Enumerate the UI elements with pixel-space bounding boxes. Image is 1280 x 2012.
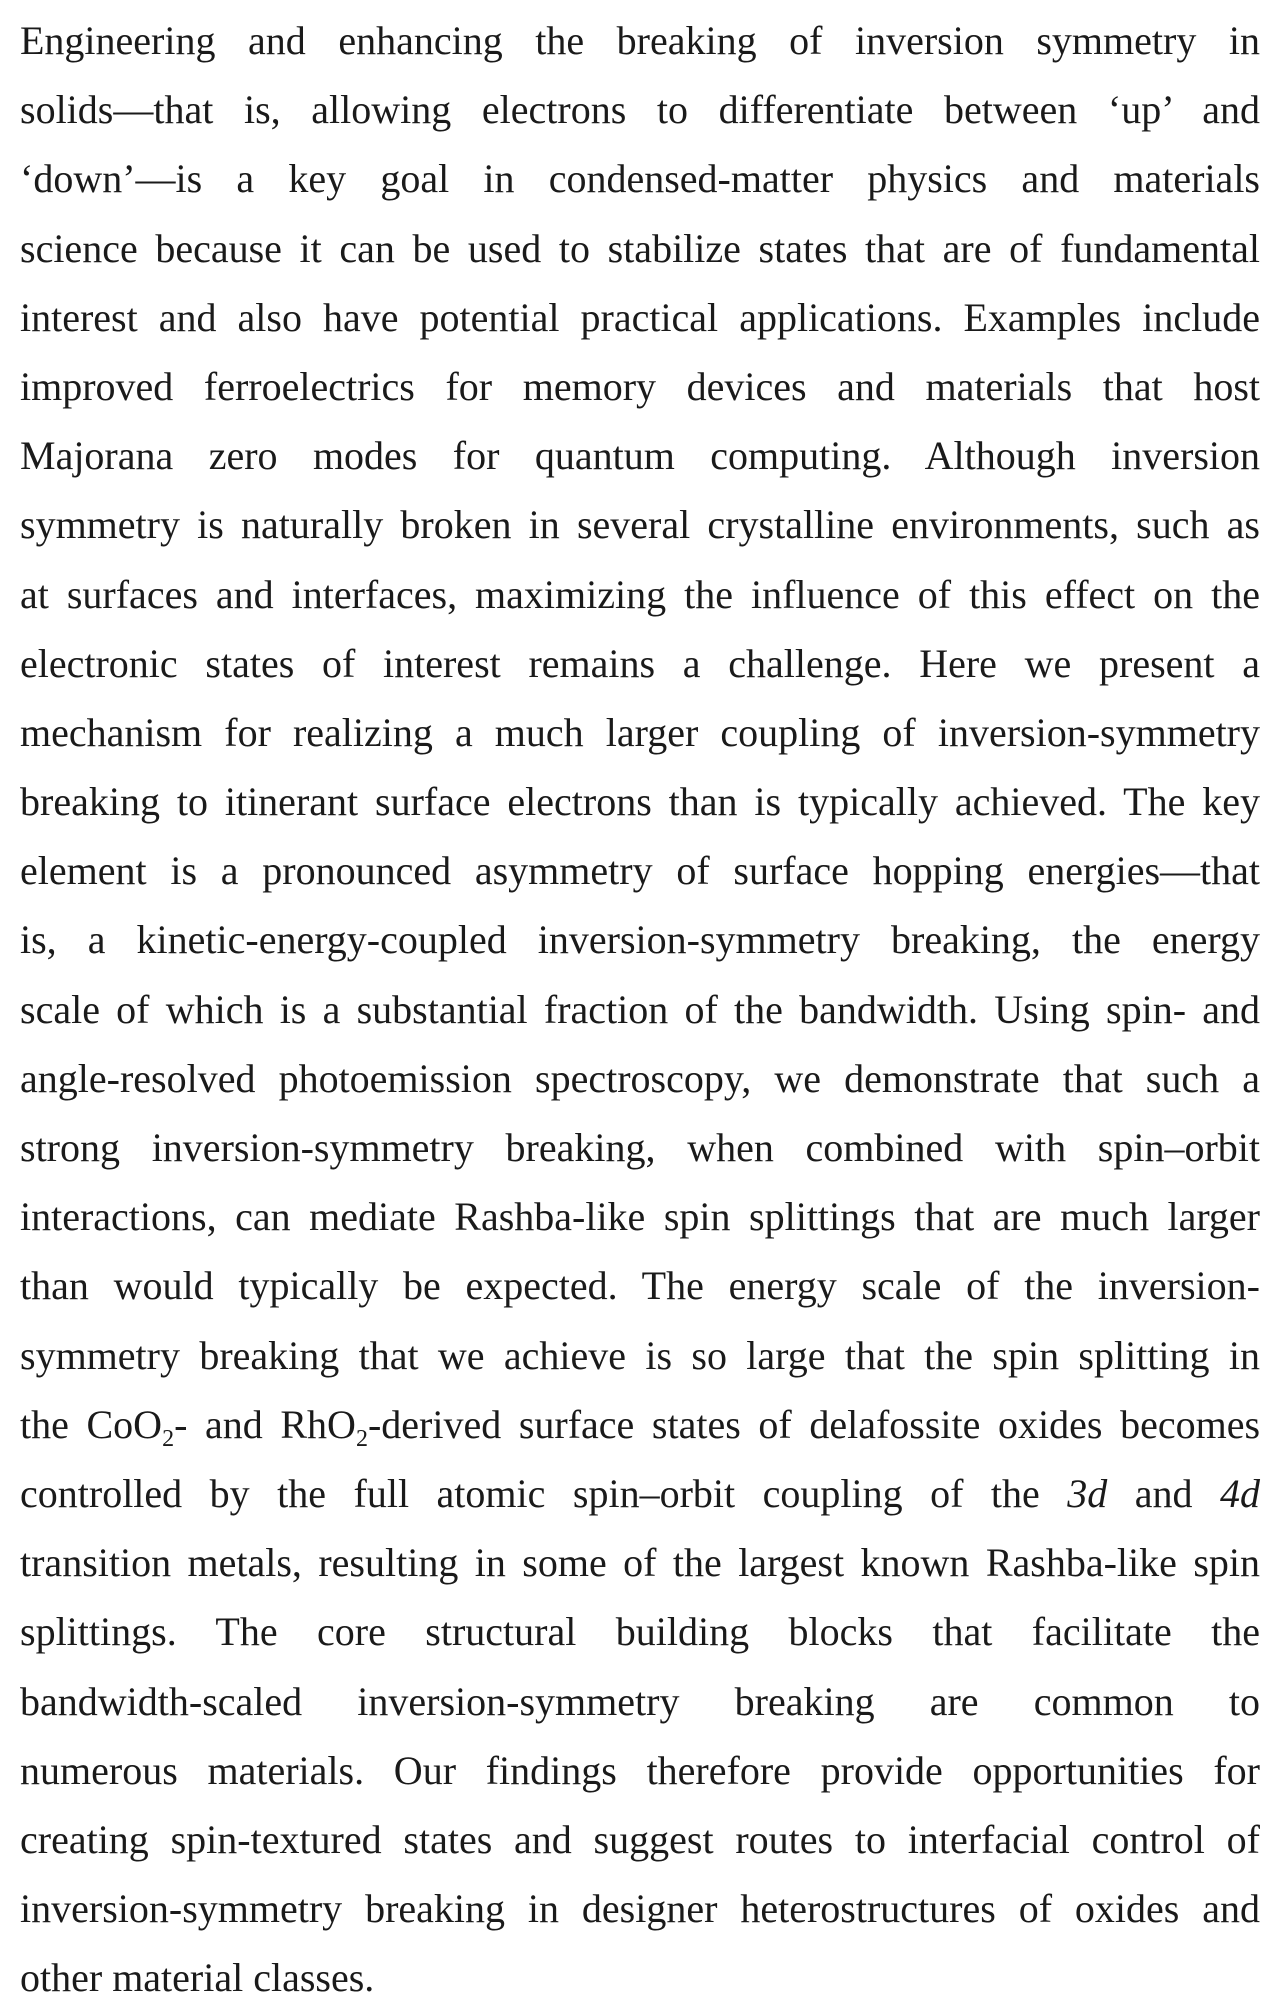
text-line: improved ferroelectrics for memory devices and materials that host xyxy=(20,363,1260,409)
text-line: element is a pronounced asymmetry of surface hopping energies—that xyxy=(20,848,1260,894)
text-run: - and RhO xyxy=(174,1401,356,1447)
text-run: and xyxy=(1107,1470,1220,1516)
text-line: symmetry breaking that we achieve is so large that the spin splitting in xyxy=(20,1332,1260,1378)
text-run: the CoO xyxy=(20,1401,163,1447)
text-line: than would typically be expected. The energy scale of the inversion- xyxy=(20,1263,1260,1309)
text-line: breaking to itinerant surface electrons than is typically achieved. The key xyxy=(20,779,1260,825)
text-line: angle-resolved photoemission spectroscopy, we demonstrate that such a xyxy=(20,1055,1260,1101)
text-line: at surfaces and interfaces, maximizing the influence of this effect on the xyxy=(20,571,1260,617)
text-line-final: other material classes. xyxy=(20,1955,375,2001)
text-run: controlled by the full atomic spin–orbit coupling of the xyxy=(20,1470,1068,1516)
text-line: creating spin-textured states and suggest routes to interfacial control of xyxy=(20,1816,1260,1862)
text-line: is, a kinetic-energy-coupled inversion-symmetry breaking, the energy xyxy=(20,917,1260,963)
text-line: electronic states of interest remains a challenge. Here we present a xyxy=(20,640,1260,686)
text-line: Majorana zero modes for quantum computing. Although inversion xyxy=(20,433,1260,479)
italic-term: 3d xyxy=(1067,1470,1108,1516)
text-line: ‘down’—is a key goal in condensed-matter physics and materials xyxy=(20,156,1260,202)
abstract-paragraph xyxy=(20,6,1260,2012)
italic-term: 4d xyxy=(1220,1470,1260,1516)
text-line: splittings. The core structural building blocks that facilitate the xyxy=(20,1609,1260,1655)
text-line: numerous materials. Our findings therefore provide opportunities for xyxy=(20,1747,1260,1793)
subscript-2: 2 xyxy=(355,1425,368,1452)
text-line: interactions, can mediate Rashba-like spin splittings that are much larger xyxy=(20,1194,1260,1240)
text-line-orbitals xyxy=(20,1459,1260,1528)
text-line: symmetry is naturally broken in several crystalline environments, such as xyxy=(20,502,1260,548)
text-line-oxides xyxy=(20,1390,1260,1459)
text-line: strong inversion-symmetry breaking, when combined with spin–orbit xyxy=(20,1125,1260,1170)
text-line: scale of which is a substantial fraction of the bandwidth. Using spin- and xyxy=(20,986,1260,1032)
text-line: mechanism for realizing a much larger coupling of inversion-symmetry xyxy=(20,709,1260,755)
text-line: solids—that is, allowing electrons to differentiate between ‘up’ and xyxy=(20,87,1260,133)
text-line: transition metals, resulting in some of the largest known Rashba-like spin xyxy=(20,1540,1260,1586)
text-run: -derived surface states of delafossite oxides becomes xyxy=(367,1401,1261,1447)
subscript-2: 2 xyxy=(162,1425,175,1452)
text-line: science because it can be used to stabilize states that are of fundamental xyxy=(20,225,1260,271)
text-line: Engineering and enhancing the breaking of inversion symmetry in xyxy=(20,18,1260,63)
text-line: bandwidth-scaled inversion-symmetry breaking are common to xyxy=(20,1678,1260,1724)
text-line: interest and also have potential practical applications. Examples include xyxy=(20,294,1260,340)
text-line: inversion-symmetry breaking in designer heterostructures of oxides and xyxy=(20,1886,1260,1932)
